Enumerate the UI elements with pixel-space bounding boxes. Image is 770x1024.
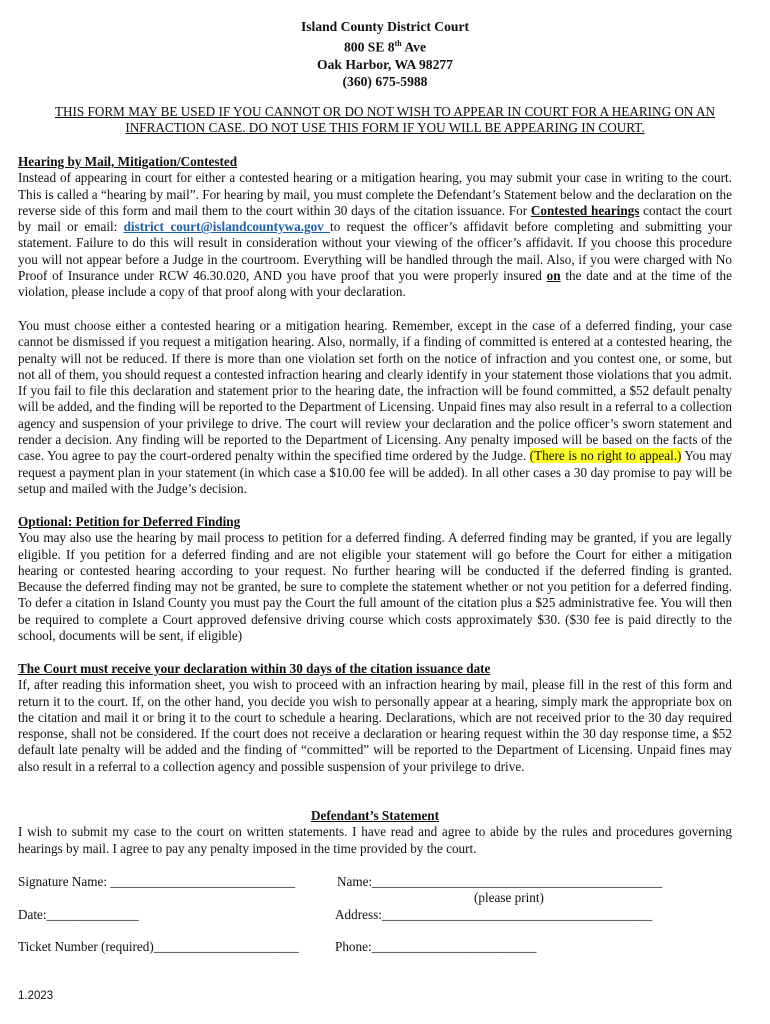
section-deferred-finding [18,514,732,644]
court-header [0,18,770,90]
section-hearing-by-mail [18,154,732,301]
no-appeal-highlight: (There is no right to appeal.) [529,448,682,464]
section-declaration-deadline [18,661,732,775]
address-field[interactable]: Address:_________________________________________ [335,907,653,922]
name-field[interactable]: Name:____________________________________________ [337,874,663,889]
statement-heading: Defendant’s Statement [310,808,440,823]
form-notice: THIS FORM MAY BE USED IF YOU CANNOT OR DO NOT WISH TO APPEAR IN COURT FOR A HEARING ON AN INFRACTION CASE. DO NOT USE THIS FORM IF YOU WILL BE APPEARING IN COURT. [54,104,716,136]
section-paragraph: Instead of appearing in court for either a contested hearing or a mitigation hearing, you may submit your case in writing to the court. This is called a “hearing by mail”. For hearing by mail, you must complete the Defendant’s Statement below and the declaration on the reverse side of this form and mail them to the court within 30 days of the citation issuance. For Contested hearings contact the court by mail or email: district_court@islandcountywa.gov to request the officer’s affidavit before completing and submitting your statement. Failure to do this will result in consideration without your viewing of the officer’s affidavit. If you choose this procedure you will not appear before a Judge in the courtroom. Everything will be handled through the mail. Also, if you were charged with No Proof of Insurance under RCW 46.30.020, AND you have proof that you were properly insured on the date and at the time of the violation, please include a copy of that proof along with your declaration. [18,170,732,300]
form-version: 1.2023 [18,990,54,1002]
phone-field[interactable]: Phone:_________________________ [335,939,537,954]
section-hearing-choice [18,318,732,497]
court-address: 800 SE 8th Ave [343,39,427,55]
signature-field[interactable]: Signature Name: ____________________________ [18,874,295,889]
contested-hearings-emphasis: Contested hearings [530,202,640,218]
section-paragraph: You must choose either a contested hearing or a mitigation hearing. Remember, except in the case of a deferred finding, your case cannot be dismissed if you request a mitigation hearing. Also, normally, if a finding of committed is entered at a contested hearing, the penalty will not be reduced. If there is more than one violation set forth on the notice of infraction and you contest one, or some, but not all of them, you should request a contested infraction hearing and clearly identify in your statement those violations that you admit. If you fail to file this declaration and statement prior to the hearing date, the infraction will be found committed, a $52 default penalty will be added, and the finding will be reported to the Department of Licensing. Unpaid fines may also result in a referral to a collection agency and suspension of your privilege to drive. The court will review your declaration and the police officer’s sworn statement and render a decision. Any finding will be reported to the Department of Licensing. Any penalty imposed will be based on the facts of the case. You agree to pay the court-ordered penalty within the specified time ordered by the Judge. (There is no right to appeal.) You may request a payment plan in your statement (in which case a $10.00 fee will be added). In all other cases a 30 day promise to pay will be setup and mailed with the Judge’s decision. [18,318,733,496]
court-name: Island County District Court [300,19,470,34]
court-email-link[interactable]: district_court@islandcountywa.gov [123,219,331,235]
ticket-number-field[interactable]: Ticket Number (required)______________________ [18,939,299,954]
court-phone: (360) 675-5988 [342,74,428,90]
section-paragraph: You may also use the hearing by mail process to petition for a deferred finding. A deferred finding may be granted, if you are legally eligible. If you petition for a deferred finding and are not eligible your statement will go before the Court for either a mitigation hearing or contested hearing according to your request. No further hearing will be conducted if the deferred finding is granted. Because the deferred finding may not be granted, be sure to complete the statement whether or not you petition for a deferred finding. To defer a citation in Island County you must pay the Court the full amount of the citation plus a $25 administrative fee. You will then be required to complete a Court approved defensive driving course which costs approximately $30. ($30 fee is paid directly to the school, documents will be sent, if eligible) [18,530,732,644]
on-emphasis: on [546,268,561,284]
section-heading: Hearing by Mail, Mitigation/Contested [18,154,238,169]
statement-paragraph: I wish to submit my case to the court on written statements. I have read and agree to abide by the rules and procedures governing hearings by mail. I agree to pay any penalty imposed in the time provided by the court. [18,824,732,856]
date-field[interactable]: Date:______________ [18,907,139,922]
court-city: Oak Harbor, WA 98277 [317,56,453,72]
section-paragraph: If, after reading this information sheet, you wish to proceed with an infraction hearing by mail, please fill in the rest of this form and return it to the court. If, on the other hand, you decide you wish to personally appear at a hearing, simply mark the appropriate box on the citation and mail it or bring it to the court to schedule a hearing. Declarations, which are not received prior to the 30 day required response, shall not be considered. If the court does not receive a declaration or hearing request within the 30 day response time, a $52 default late penalty will be added and the finding of “committed” will be reported to the Department of Licensing. Unpaid fines may also result in a referral to a collection agency and possible suspension of your privilege to drive. [18,677,732,774]
print-hint: (please print) [474,890,544,905]
section-defendant-statement [18,808,732,857]
section-heading: The Court must receive your declaration within 30 days of the citation issuance date [18,661,491,676]
section-heading: Optional: Petition for Deferred Finding [18,514,241,529]
